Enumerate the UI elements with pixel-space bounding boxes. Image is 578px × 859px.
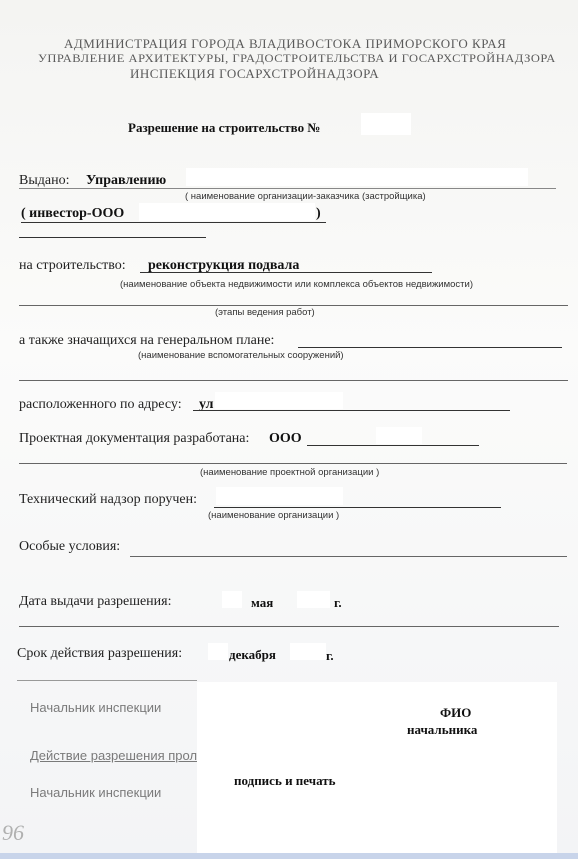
- construction-underline: [140, 272, 432, 273]
- page-title: Разрешение на строительство №: [128, 120, 321, 135]
- redacted-supervision-org: [216, 487, 343, 505]
- investor-tail: ): [316, 206, 321, 221]
- redacted-project-org: [376, 427, 422, 444]
- issued-row-line: [19, 188, 556, 189]
- redacted-issue-year: [297, 591, 330, 608]
- fio-of-label: начальника: [407, 722, 478, 737]
- signature-and-stamp-label: подпись и печать: [234, 773, 336, 788]
- fio-label: ФИО: [440, 705, 472, 720]
- signature-block: [197, 682, 557, 859]
- redacted-address: [215, 392, 343, 409]
- issue-date-label: Дата выдачи разрешения:: [19, 594, 172, 609]
- redacted-investor-name: [139, 203, 315, 221]
- redacted-issue-day: [222, 591, 242, 608]
- header-line-inspection: ИНСПЕКЦИЯ ГОСАРХСТРОЙНАДЗОРА: [130, 66, 380, 81]
- address-value: ул: [199, 397, 214, 412]
- project-docs-line-2: [19, 463, 567, 464]
- redacted-customer-name: [186, 168, 528, 186]
- supervision-underline: [214, 507, 501, 508]
- address-label: расположенного по адресу:: [19, 397, 182, 412]
- special-conditions-label: Особые условия:: [19, 539, 121, 554]
- issued-label: Выдано:: [19, 173, 70, 188]
- investor-underline: [21, 222, 326, 223]
- general-plan-label: а также значащихся на генеральном плане:: [19, 333, 275, 348]
- address-underline: [193, 410, 510, 411]
- construction-caption: (наименование объекта недвижимости или комплекса объектов недвижимости): [120, 279, 473, 290]
- investor-label: ( инвестор-ООО: [21, 206, 125, 221]
- issue-date-year-suffix: г.: [334, 595, 342, 610]
- project-docs-value: ООО: [269, 431, 302, 446]
- project-docs-caption: (наименование проектной организации ): [200, 467, 380, 478]
- project-docs-underline: [307, 445, 479, 446]
- header-line-department: УПРАВЛЕНИЕ АРХИТЕКТУРЫ, ГРАДОСТРОИТЕЛЬСТВА И ГОСАРХСТРОЙНАДЗОРА: [38, 51, 556, 65]
- extension-label: Действие разрешения прол: [30, 748, 198, 763]
- validity-month: декабря: [229, 647, 276, 662]
- head-inspection-label-1: Начальник инспекции: [30, 700, 162, 715]
- construction-value: реконструкция подвала: [148, 258, 300, 273]
- validity-year-suffix: г.: [326, 648, 334, 663]
- redacted-validity-year: [290, 643, 326, 660]
- issue-date-month: мая: [251, 595, 274, 610]
- header-line-administration: АДМИНИСТРАЦИЯ ГОРОДА ВЛАДИВОСТОКА ПРИМОРСКОГО КРАЯ: [64, 36, 507, 51]
- head-inspection-label-2: Начальник инспекции: [30, 785, 162, 800]
- construction-label: на строительство:: [19, 258, 126, 273]
- general-plan-line-2: [19, 380, 568, 381]
- stages-line: [19, 305, 568, 306]
- validity-line: [17, 680, 197, 681]
- scan-bottom-edge: [0, 853, 578, 859]
- supervision-caption: (наименование организации ): [208, 510, 340, 521]
- issued-value: Управлению: [86, 173, 167, 188]
- general-plan-caption: (наименование вспомогательных сооружений): [138, 350, 344, 361]
- redacted-permit-number: [361, 113, 411, 135]
- general-plan-underline: [298, 347, 562, 348]
- stages-caption: (этапы ведения работ): [215, 307, 315, 318]
- issue-date-line: [19, 626, 559, 627]
- redacted-validity-day: [208, 643, 228, 660]
- special-conditions-underline: [130, 556, 567, 557]
- validity-label: Срок действия разрешения:: [17, 646, 183, 661]
- issued-caption: ( наименование организации-заказчика (застройщика): [185, 191, 426, 202]
- project-docs-label: Проектная документация разработана:: [19, 431, 250, 446]
- supervision-label: Технический надзор поручен:: [19, 492, 198, 507]
- margin-handwritten-note: 96: [2, 820, 24, 845]
- investor-line-2: [19, 237, 206, 238]
